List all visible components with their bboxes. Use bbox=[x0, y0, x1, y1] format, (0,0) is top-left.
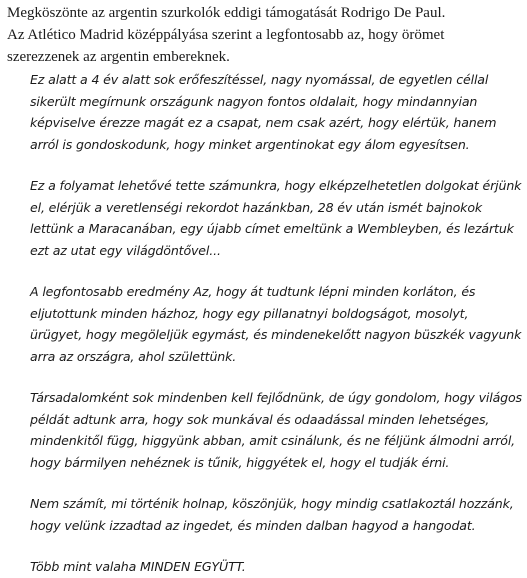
quote-paragraph-3: A legfontosabb eredmény Az, hogy át tudtunk lépni minden korláton, és eljutottunk minden házhoz, hogy egy pillanatnyi boldogságot, mosolyt, ürügyet, hogy megöleljük egymást, és mindenekelőtt nagyon büszkék vagyunk arra az országra, ahol születtünk. bbox=[30, 284, 522, 364]
quote-paragraph-5: Nem számít, mi történik holnap, köszönjük, hogy mindig csatlakoztál hozzánk, hogy velünk izzadtad az ingedet, és minden dalban hagyod a hangodat. bbox=[30, 496, 514, 533]
quoted-statement bbox=[30, 69, 522, 578]
quote-paragraph-4: Társadalomként sok mindenben kell fejlődnünk, de úgy gondolom, hogy világos példát adtunk arra, hogy sok munkával és odaadással minden lehetséges, mindenkitől függ, higgyünk abban, amit csinálunk, és ne féljünk álmodni arról, hogy bármilyen nehéznek is tűnik, higgyétek el, hogy el tudják érni. bbox=[30, 390, 522, 470]
intro-line-2: Az Atlético Madrid középpályása szerint a legfontosabb az, hogy örömet szerezzenek az argentin embereknek. bbox=[7, 27, 445, 65]
article-intro bbox=[7, 2, 519, 68]
quote-paragraph-1: Ez alatt a 4 év alatt sok erőfeszítéssel, nagy nyomással, de egyetlen céllal sikerült megírnunk országunk nagyon fontos oldalait, hogy mindannyian képviselve érezze magát ez a csapat, nem csak azért, hogy elértük, hanem arról is gondoskodunk, hogy minket argentinokat egy álom egyesítsen. bbox=[30, 72, 497, 152]
quote-paragraph-2: Ez a folyamat lehetővé tette számunkra, hogy elképzelhetetlen dolgokat érjünk el, elérjük a veretlenségi rekordot hazánkban, 28 év után ismét bajnokok lettünk a Maracanában, egy újabb címet emeltünk a Wembleyben, és lezártuk ezt az utat egy világdöntővel... bbox=[30, 178, 522, 258]
intro-line-1: Megköszönte az argentin szurkolók eddigi támogatását Rodrigo De Paul. bbox=[7, 5, 446, 21]
quote-closing-line: Több mint valaha MINDEN EGYÜTT. bbox=[30, 559, 246, 574]
